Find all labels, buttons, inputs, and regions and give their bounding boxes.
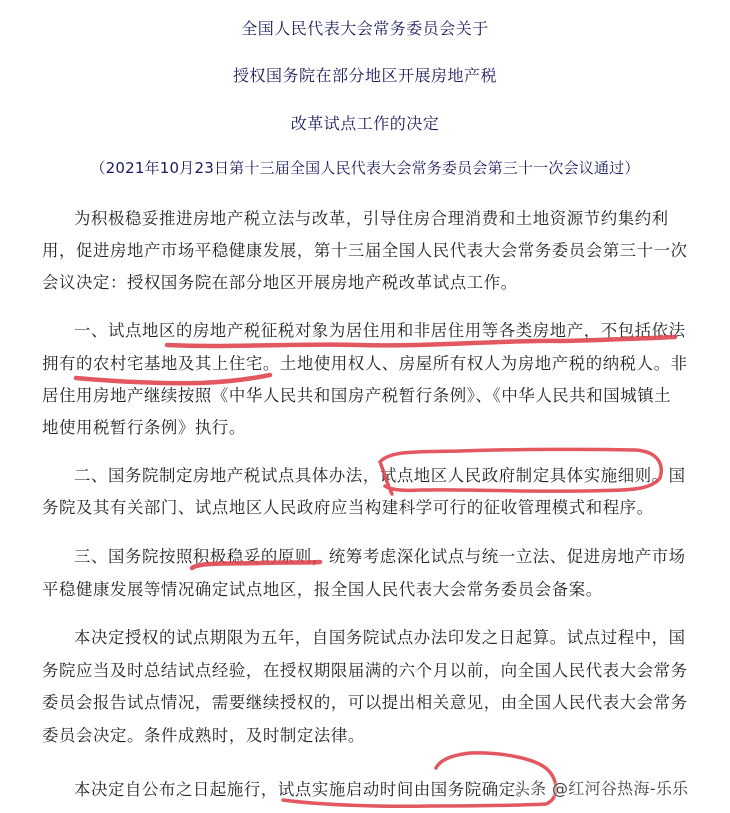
paragraph-line: 地使用税暂行条例》执行。 (42, 418, 246, 437)
document-title-line-3: 改革试点工作的决定 (290, 114, 440, 133)
paragraph-line: 务院应当及时总结试点经验，在授权期限届满的六个月以前，向全国人民代表大会常务 (42, 661, 688, 680)
paragraph-line: 平稳健康发展等情况确定试点地区，报全国人民代表大会常务委员会备案。 (42, 580, 603, 599)
document-title-line-2: 授权国务院在部分地区开展房地产税 (232, 66, 497, 85)
paragraph-line: 委员会报告试点情况，需要继续授权的，可以提出相关意见，由全国人民代表大会常务 (42, 693, 688, 712)
paragraph-line: 用，促进房地产市场平稳健康发展，第十三届全国人民代表大会常务委员会第三十一次 (42, 241, 688, 260)
paragraph-line: 为积极稳妥推进房地产税立法与改革，引导住房合理消费和土地资源节约集约利 (74, 209, 669, 228)
document-subtitle: （2021年10月23日第十三届全国人民代表大会常务委员会第三十一次会议通过） (90, 159, 640, 177)
paragraph-line: 会议决定：授权国务院在部分地区开展房地产税改革试点工作。 (42, 273, 518, 292)
document-title-line-1: 全国人民代表大会常务委员会关于 (241, 19, 489, 38)
paragraph-line: 务院及其有关部门、试点地区人民政府应当构建科学可行的征收管理模式和程序。 (42, 498, 654, 517)
paragraph-line: 三、国务院按照积极稳妥的原则，统筹考虑深化试点与统一立法、促进房地产市场 (74, 547, 686, 566)
paragraph-line: 委员会决定。条件成熟时，及时制定法律。 (42, 726, 365, 745)
watermark: 头条 @红河谷热海-乐乐 (514, 779, 689, 798)
paragraph-line: 居住用房地产继续按照《中华人民共和国房产税暂行条例》、《中华人民共和国城镇土 (42, 386, 672, 405)
paragraph-line: 一、试点地区的房地产税征税对象为居住用和非居住用等各类房地产，不包括依法 (74, 321, 686, 340)
paragraph-line: 本决定授权的试点期限为五年，自国务院试点办法印发之日起算。试点过程中，国 (74, 628, 686, 647)
paragraph-line: 拥有的农村宅基地及其上住宅。土地使用权人、房屋所有权人为房地产税的纳税人。非 (42, 354, 688, 373)
paragraph-line: 二、国务院制定房地产税试点具体办法，试点地区人民政府制定具体实施细则。国 (74, 466, 686, 485)
paragraph-line: 本决定自公布之日起施行，试点实施启动时间由国务院确定。 (74, 780, 533, 799)
